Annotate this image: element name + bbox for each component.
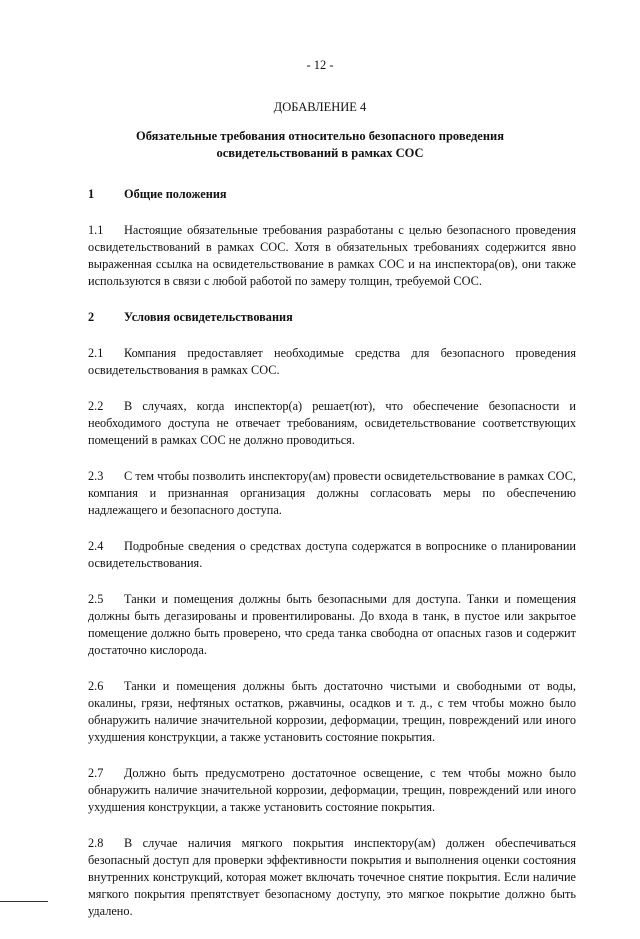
section-number: 2	[88, 310, 95, 324]
paragraph-text: В случаях, когда инспектор(а) решает(ют), что обеспечение безопасности и необходимого доступа не отвечает требованиям, освидетельствование соответствующих помещений в рамках СОС не должно проводиться.	[88, 399, 576, 447]
paragraph	[88, 591, 576, 659]
section-title: Условия освидетельствования	[124, 310, 293, 324]
section-number: 1	[88, 187, 95, 201]
paragraph	[88, 678, 576, 746]
paragraph	[88, 538, 576, 572]
paragraph-number: 2.8	[88, 836, 104, 850]
paragraph	[88, 398, 576, 449]
section-heading	[88, 186, 576, 203]
paragraph-number: 2.3	[88, 469, 104, 483]
paragraph	[88, 468, 576, 519]
paragraph-number: 2.4	[88, 539, 104, 553]
paragraph-text: Компания предоставляет необходимые средства для безопасного проведения освидетельствования в рамках СОС.	[88, 346, 576, 377]
paragraph-text: Танки и помещения должны быть безопасными для доступа. Танки и помещения должны быть дегазированы и провентилированы. До входа в танк, в пустое или закрытое помещение должно быть проверено, что среда танка свободна от опасных газов и содержит достаточно кислорода.	[88, 592, 576, 657]
paragraph-text: С тем чтобы позволить инспектору(ам) провести освидетельствование в рамках СОС, компания и признанная организация должны согласовать меры по обеспечению надлежащего и безопасного доступа.	[88, 469, 576, 517]
page-number: - 12 -	[306, 58, 334, 72]
paragraph-text: Танки и помещения должны быть достаточно чистыми и свободными от воды, окалины, грязи, нефтяных остатков, ржавчины, осадков и т. д., с тем чтобы можно было обнаружить наличие значительной коррозии, деформации, трещин, повреждений или иного ухудшения конструкции, а также установить состояние покрытия.	[88, 679, 576, 744]
document-title: Обязательные требования относительно безопасного проведения освидетельствований в рамках СОС	[135, 129, 505, 160]
paragraph-number: 2.2	[88, 399, 104, 413]
paragraph-text: Настоящие обязательные требования разработаны с целью безопасного проведения освидетельствований в рамках СОС. Хотя в обязательных требованиях содержится явно выраженная ссылка на освидетельствование в рамках СОС и на инспектора(ов), они также используются в связи с любой работой по замеру толщин, требуемой СОС.	[88, 223, 576, 288]
annex-title: ДОБАВЛЕНИЕ 4	[273, 100, 367, 114]
paragraph-number: 2.6	[88, 679, 104, 693]
paragraph-number: 1.1	[88, 223, 104, 237]
paragraph-text: Должно быть предусмотрено достаточное освещение, с тем чтобы можно было обнаружить наличие значительной коррозии, деформации, трещин, повреждений или иного ухудшения конструкции, а также установить состояние покрытия.	[88, 766, 576, 814]
footer-rule	[0, 901, 48, 902]
paragraph	[88, 345, 576, 379]
paragraph-text: Подробные сведения о средствах доступа содержатся в вопроснике о планировании освидетельствования.	[88, 539, 576, 570]
paragraph-number: 2.7	[88, 766, 104, 780]
section-title: Общие положения	[124, 187, 227, 201]
document-body	[88, 186, 576, 939]
paragraph	[88, 222, 576, 290]
paragraph-text: В случае наличия мягкого покрытия инспектору(ам) должен обеспечиваться безопасный доступ для проверки эффективности покрытия и выполнения оценки состояния внутренних конструкций, которая может включать точечное снятие покрытия. Если наличие мягкого покрытия препятствует безопасному доступу, это мягкое покрытие должно быть удалено.	[88, 836, 576, 918]
section-heading	[88, 309, 576, 326]
paragraph	[88, 765, 576, 816]
paragraph-number: 2.1	[88, 346, 104, 360]
paragraph-number: 2.5	[88, 592, 104, 606]
paragraph	[88, 835, 576, 920]
